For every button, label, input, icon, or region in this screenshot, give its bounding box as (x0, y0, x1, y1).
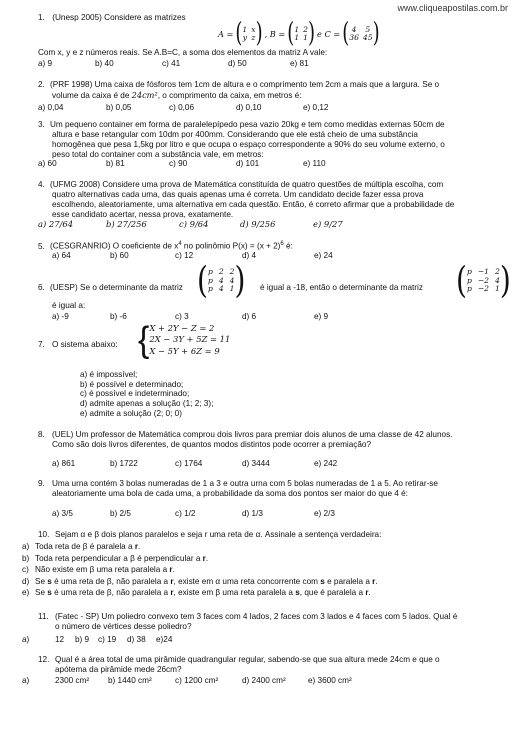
matrix-grid (208, 268, 235, 294)
question-text: peso total do container com a substância vale, em metros: (52, 150, 264, 159)
matrix-entry: 1 (229, 284, 235, 294)
matrix-grid (349, 26, 372, 43)
equation: X − 5Y + 6Z = 9 (149, 345, 220, 356)
equation-system (138, 320, 231, 360)
matrix-bracket: ( (197, 258, 208, 302)
option-a[interactable]: a) -9 (52, 312, 69, 321)
option-e[interactable]: e)24 (156, 635, 173, 644)
matrix-entry: p (207, 275, 213, 285)
question-8 (38, 430, 510, 450)
option-d[interactable] (22, 577, 378, 589)
question-text: (PRF 1998) Uma caixa de fósforos tem 1cm de altura e o comprimento tem 2cm a mais que a largura. Se o (50, 80, 440, 89)
question-12-letter: a) (22, 676, 30, 685)
option-a[interactable]: a) 27/64 (38, 219, 74, 229)
question-number: 5. (38, 241, 45, 251)
question-text: o número de vértices desse poliedro? (55, 622, 192, 631)
option-c[interactable]: c) 3 (175, 312, 189, 321)
option-text: Se s é uma reta de β, não paralela a r, existe em β uma reta paralela a s, que é paralela a r. (35, 588, 371, 598)
question-number: 10. (38, 530, 50, 539)
option-text: Toda reta perpendicular a β é perpendicular a r. (35, 553, 209, 563)
question-10 (38, 530, 381, 540)
question-text: (CESGRANRIO) O coeficiente de x (50, 241, 179, 251)
option-letter: d) (22, 576, 30, 586)
matrix-entry: z (251, 33, 256, 42)
question-text: Sejam α e β dois planos paralelos e seja r uma reta de α. Assinale a sentença verdadeira: (55, 530, 382, 539)
option-text: Se s é uma reta de β, não paralela a r, existe em α uma reta concorrente com s e paralela a r. (35, 576, 378, 586)
question-text: esse candidato acertar, nessa prova, exatamente. (52, 210, 234, 219)
matrix-entry: 4 (495, 275, 500, 285)
matrix-entry: 1 (294, 24, 300, 34)
question-11-letter: a) (22, 635, 30, 644)
matrix-entry: p (466, 266, 472, 276)
option-e[interactable]: e) 3600 cm² (308, 676, 352, 685)
matrices-abc (218, 17, 380, 49)
option-b[interactable]: b) 1722 (110, 459, 138, 468)
question-text: (UFMG 2008) Considere uma prova de Matemática constituída de quatro questões de múltipla escolha, com (50, 180, 444, 189)
matrix-entry: 1 (294, 33, 300, 42)
matrix-bracket: ) (308, 17, 316, 49)
option-e[interactable] (22, 588, 378, 600)
question-text: (UESP) Se o determinante da matriz (50, 283, 183, 292)
matrix-entry: 45 (362, 33, 373, 42)
option-letter: c) (22, 565, 29, 575)
matrix-entry: 4 (218, 275, 224, 285)
option-c[interactable]: c) 9/64 (179, 219, 209, 229)
question-text: Como são dois livros diferentes, de quantos modos distintos pode ocorrer a premiação? (52, 440, 372, 449)
option-letter: e) (22, 588, 30, 598)
matrix-bracket: ( (235, 17, 243, 49)
matrix-1 (197, 258, 246, 302)
matrix-a-label: A = (218, 29, 234, 39)
option-letter: a) (22, 542, 30, 551)
matrix-entry: 4 (229, 275, 235, 285)
matrix-grid (467, 268, 500, 294)
matrix-entry: 2 (229, 266, 235, 276)
exponent: 6 (280, 241, 284, 247)
option-c[interactable]: c) 1764 (175, 459, 203, 468)
option-c[interactable]: c) é possível e indeterminado; (80, 389, 190, 399)
option-b[interactable]: b) 60 (110, 251, 129, 260)
question-text: (Unesp 2005) Considere as matrizes (52, 13, 186, 22)
question-number: 11. (38, 612, 49, 621)
matrix-entry: −2 (477, 275, 490, 285)
matrix-entry: p (207, 284, 213, 294)
matrix-bracket: ) (499, 258, 511, 302)
question-number: 3. (38, 120, 45, 129)
option-e[interactable]: e) admite a solução (2; 0; 0) (80, 408, 182, 418)
option-e[interactable]: e) 9 (314, 312, 329, 321)
option-d[interactable]: d) 3444 (242, 459, 270, 468)
question-2 (38, 80, 510, 101)
question-11 (38, 612, 510, 632)
option-a[interactable]: a) 861 (52, 459, 76, 468)
option-a[interactable]: a) 3/5 (52, 509, 73, 518)
matrix-bracket: ( (456, 258, 467, 302)
question-text: Uma urna contém 3 bolas numeradas de 1 a 3 e outra urna com 5 bolas numeradas de 1 a 5. Ao retirar-se (52, 479, 438, 488)
matrix-entry: p (466, 284, 472, 294)
option-d[interactable]: d) 6 (242, 312, 257, 321)
question-text: apótema da pirâmide mede 26cm? (55, 665, 182, 674)
question-number: 4. (38, 180, 45, 189)
option-a[interactable]: a) 9 (38, 59, 53, 68)
option-d[interactable]: d) 50 (228, 59, 247, 68)
matrix-entry: 4 (218, 284, 224, 294)
question-text: é: (283, 241, 293, 251)
matrix-entry: 2 (495, 266, 500, 276)
question-text-part: volume da caixa é de (52, 91, 132, 100)
option-text: Não existe em β uma reta paralela a r. (35, 565, 175, 575)
matrix-c (342, 17, 380, 49)
matrix-c-label: e C = (317, 29, 341, 39)
exponent: 4 (178, 241, 182, 247)
option-d[interactable]: d) 4 (242, 251, 257, 260)
matrix-entry: 1 (242, 24, 248, 34)
option-a[interactable]: a) 60 (38, 159, 57, 168)
option-a[interactable]: a) é impossível; (80, 370, 138, 379)
matrix-grid (294, 26, 308, 43)
option-e[interactable]: e) 9/27 (313, 219, 343, 229)
matrix-entry: 2 (303, 24, 308, 34)
matrix-entry: −2 (477, 284, 490, 294)
option-b[interactable]: b) é possível e determinado; (80, 379, 184, 389)
option-b[interactable] (22, 554, 378, 566)
brace: { (138, 320, 150, 360)
question-number: 8. (38, 430, 45, 439)
question-text: Um pequeno container em forma de paralelepípedo pesa vazio 20kg e tem como medidas externas 50cm de (50, 120, 445, 129)
matrix-entry: −1 (477, 266, 490, 276)
question-text: é igual a -18, então o determinante da matriz (260, 283, 423, 292)
option-a[interactable] (22, 542, 378, 554)
question-text: Qual é a área total de uma pirâmide quadrangular regular, sabendo-se que sua altura mede 24cm e que o (55, 655, 440, 664)
matrix-entry: p (466, 275, 472, 285)
question-number: 7. (38, 340, 45, 349)
option-b[interactable]: b) 9 (75, 635, 90, 644)
option-e[interactable]: e) 24 (314, 251, 333, 260)
option-c[interactable]: c) 41 (162, 59, 181, 68)
question-text: no polinômio P(x) = (x + 2) (181, 241, 281, 251)
matrix-bracket: ) (255, 17, 263, 49)
matrix-b (287, 17, 316, 49)
option-d[interactable]: d) 9/256 (240, 219, 276, 229)
question-text: escolhendo, aleatoriamente, uma alternativa em cada questão. Então, é correto afirmar que a probabilidade de (52, 200, 455, 209)
volume-expression: 24cm² (131, 90, 158, 100)
question-1 (38, 13, 510, 23)
option-b[interactable]: b) 40 (95, 59, 114, 68)
option-b[interactable]: b) -6 (110, 312, 127, 321)
option-c[interactable]: c) 90 (169, 159, 188, 168)
matrix-entry: 1 (303, 33, 308, 42)
matrix-bracket: ( (287, 17, 295, 49)
option-c[interactable] (22, 565, 378, 577)
option-e[interactable]: e) 110 (303, 159, 326, 168)
question-text: (Fatec - SP) Um poliedro convexo tem 3 faces com 4 lados, 2 faces com 3 lados e 4 faces com 5 lados. Qual é (55, 612, 458, 621)
matrix-entry: 36 (349, 33, 359, 42)
option-b[interactable]: b) 2/5 (110, 509, 131, 518)
matrix-bracket: ) (234, 258, 246, 302)
matrix-entry: 5 (365, 24, 371, 34)
equation: 2X − 3Y + 5Z = 11 (149, 334, 231, 345)
option-b[interactable]: b) 81 (106, 159, 125, 168)
option-c[interactable]: c) 1/2 (175, 509, 196, 518)
option-d[interactable]: d) 2400 cm² (242, 676, 286, 685)
question-4 (38, 180, 510, 220)
question-5 (38, 241, 510, 252)
option-e[interactable]: e) 81 (290, 59, 309, 68)
option-d[interactable]: d) 1/3 (242, 509, 263, 518)
question-6-continuation: é igual a: (52, 301, 86, 310)
question-6 (38, 258, 511, 307)
option-d[interactable]: d) 101 (236, 159, 260, 168)
question-number: 1. (38, 13, 45, 22)
question-number: 6. (38, 283, 45, 292)
matrix-entry: p (207, 266, 213, 276)
option-c[interactable]: c) 1200 cm² (175, 676, 219, 685)
question-text: aleatoriamente uma bola de cada uma, a probabilidade da soma dos pontos ser maior do que 4 é: (52, 489, 408, 498)
option-b[interactable]: b) 27/256 (106, 219, 147, 229)
question-7 (38, 340, 118, 350)
question-number: 9. (38, 479, 45, 488)
option-d[interactable]: d) 0,10 (236, 103, 262, 112)
matrix-grid (242, 26, 255, 43)
question-7-options (80, 370, 213, 418)
question-9 (38, 479, 510, 499)
matrix-entry: 1 (495, 284, 500, 294)
question-10-options (22, 542, 378, 600)
matrix-bracket: ( (342, 17, 350, 49)
matrix-b-label: , B = (264, 29, 286, 39)
option-b[interactable]: b) 1440 cm² (108, 676, 152, 685)
option-c[interactable]: c) 0,06 (169, 103, 195, 112)
question-text: O sistema abaixo: (52, 340, 118, 349)
matrix-a (235, 17, 263, 49)
option-e[interactable]: e) 0,12 (303, 103, 329, 112)
site-header[interactable]: www.cliqueapostilas.com.br (397, 3, 508, 13)
option-c[interactable]: c) 19 (98, 635, 117, 644)
option-a[interactable]: a) 64 (52, 251, 71, 260)
question-1-continuation: Com x, y e z números reais. Se A.B=C, a soma dos elementos da matriz A vale: (38, 48, 328, 57)
option-letter: b) (22, 553, 30, 563)
question-number: 2. (38, 80, 45, 89)
matrix-2 (456, 258, 511, 302)
matrix-entry: 4 (351, 24, 357, 34)
question-12 (38, 655, 510, 675)
option-a[interactable]: a) 0,04 (38, 103, 64, 112)
matrix-entry: y (242, 33, 247, 42)
question-text: homogênea que pesa 1,5kg por litro e que ocupa o espaço correspondente a 90% do seu volume externo, o (52, 140, 445, 149)
option-d[interactable]: d) admite apenas a solução (1; 2; 3); (80, 399, 214, 409)
question-text: (UEL) Um professor de Matemática comprou dois livros para premiar dois alunos de uma classe de 42 alunos. (52, 430, 453, 439)
matrix-entry: x (251, 24, 256, 34)
option-e[interactable]: e) 242 (314, 459, 338, 468)
question-number: 12. (38, 655, 50, 664)
question-text-part: , o comprimento da caixa, em metros é: (157, 91, 302, 100)
option-e[interactable]: e) 2/3 (314, 509, 335, 518)
option-d[interactable]: d) 38 (127, 635, 146, 644)
option-text: Toda reta de β é paralela a r. (35, 542, 141, 551)
question-3 (38, 120, 510, 160)
option-c[interactable]: c) 12 (175, 251, 194, 260)
option-b[interactable]: b) 0,05 (106, 103, 132, 112)
option-a[interactable]: 2300 cm² (55, 676, 90, 685)
question-text: altura e base retangular com 10dm por 400mm. Considerando que ele está cheio de uma substância (52, 130, 418, 139)
option-a[interactable]: 12 (55, 635, 65, 644)
matrix-bracket: ) (372, 17, 380, 49)
matrix-entry: 2 (218, 266, 224, 276)
equation: X + 2Y − Z = 2 (149, 323, 215, 333)
question-text: quatro alternativas cada uma, das quais apenas uma é correta. Um candidato decide fazer essa prova (52, 190, 424, 199)
